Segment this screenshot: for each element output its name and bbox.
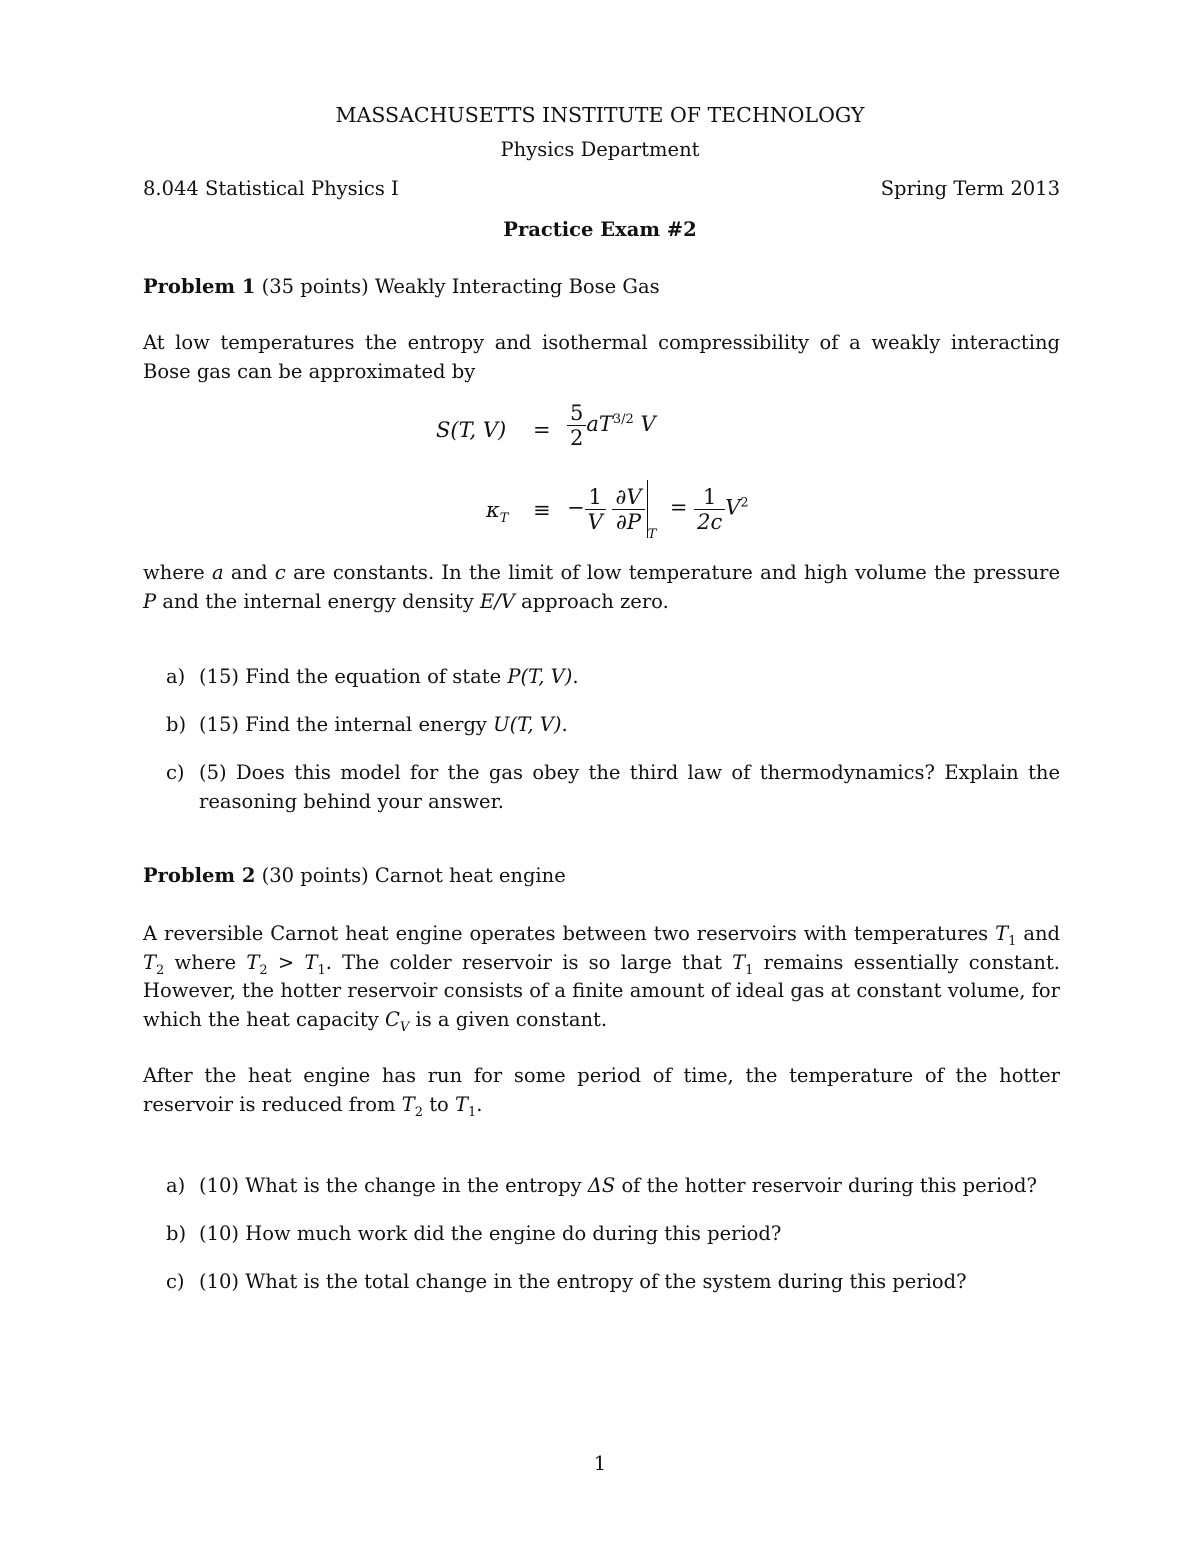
problem2-label: Problem 2 [143,864,256,887]
kappa-lhs: $\kappa_T$ [486,498,509,527]
page-number: 1 [593,1452,607,1475]
course-name: 8.044 Statistical Physics I [143,177,399,200]
exam-title: Practice Exam #2 [503,218,697,241]
problem2-heading [143,864,566,887]
kappa-rhs: − $\frac{1}{V}$ $\frac{\partial V}{\partial P}$ $_T$ = $\frac{1}{2c}$ $V^2$ [567,480,749,538]
problem1-title: Weakly Interacting Bose Gas [374,275,660,298]
department-name: Physics Department [500,138,700,161]
problem1-intro: At low temperatures the entropy and isothermal compressibility of a weakly interacting Bose gas can be approximated by [143,331,1060,383]
problem1-heading [143,275,660,298]
entropy-rhs: $\frac{5}{2}$ $aT^{3/2}$ V [567,401,656,450]
institution-name: MASSACHUSETTS INSTITUTE OF TECHNOLOGY [335,103,865,127]
problem1-label: Problem 1 [143,275,256,298]
term: Spring Term 2013 [880,177,1060,200]
exam-page: MASSACHUSETTS INSTITUTE OF TECHNOLOGY Physics Department 8.044 Statistical Physics I Spring Term 2013 Practice Exam #2 Problem 1 (35 points) Weakly Interacting Bose Gas At low temperatures the entropy and isothermal compressibility of a weakly interacting Bose gas can be approximated by S(T, V) = $\frac{5}{2}$ $aT^{3/2}$ V $\kappa_T$ ≡ − $\frac{1}{V}$ $\frac{\partial V}{\partial P}$ $_T$ = $\frac{1}{2c}$ $V^2$ where a and c are constants. In the limit of low temperature and high volume the pressure P and the internal energy density E/V approach zero. a) (15) Find the equation of state P(T, V). b) (15) Find the internal energy U(T, V). c) (5) Does this model for the gas obey the third law of thermodynamics? Explain the reasoning behind your answer. Problem 2 (30 points) Carnot heat engine A reversible Carnot heat engine operates between two reservoirs with temperatures $T_1$ and $T_2$ where $T_2 > T_1$. The colder reservoir is so large that $T_1$ remains essentially constant. However, the hotter reservoir consists of a finite amount of ideal gas at constant volume, for which the heat capacity $C_V$ is a given constant. After the heat engine has run for some period of time, the temperature of the hotter reservoir is reduced from $T_2$ to $T_1$. a) (10) What is the change in the entropy ΔS of the hotter reservoir during this period? b) (10) How much work did the engine do during this period? c) (10) What is the total change in the entropy of the system during this period? 1 [0,0,1200,1553]
problem2-scenario: After the heat engine has run for some period of time, the temperature of the hotter reservoir is reduced from $T_2$ to $T_1$. [143,1064,1060,1120]
problem1-conditions: where a and c are constants. In the limit of low temperature and high volume the pressure P and the internal energy density E/V approach zero. [143,561,1061,613]
kappa-rel: ≡ [533,498,551,522]
problem2-points: (30 points) [261,864,369,887]
entropy-fraction: $\frac{5}{2}$ [567,401,586,450]
problem2-title: Carnot heat engine [374,864,566,887]
entropy-rel: = [533,418,551,442]
problem1-points: (35 points) [261,275,369,298]
entropy-lhs: S(T, V) [436,418,507,442]
problem2-description: A reversible Carnot heat engine operates between two reservoirs with temperatures $T_1$ and $T_2$ where $T_2 > T_1$. The colder reservoir is so large that $T_1$ remains essentially constant. However, the hotter reservoir consists of a finite amount of ideal gas at constant volume, for which the heat capacity $C_V$ is a given constant. [143,922,1060,1035]
